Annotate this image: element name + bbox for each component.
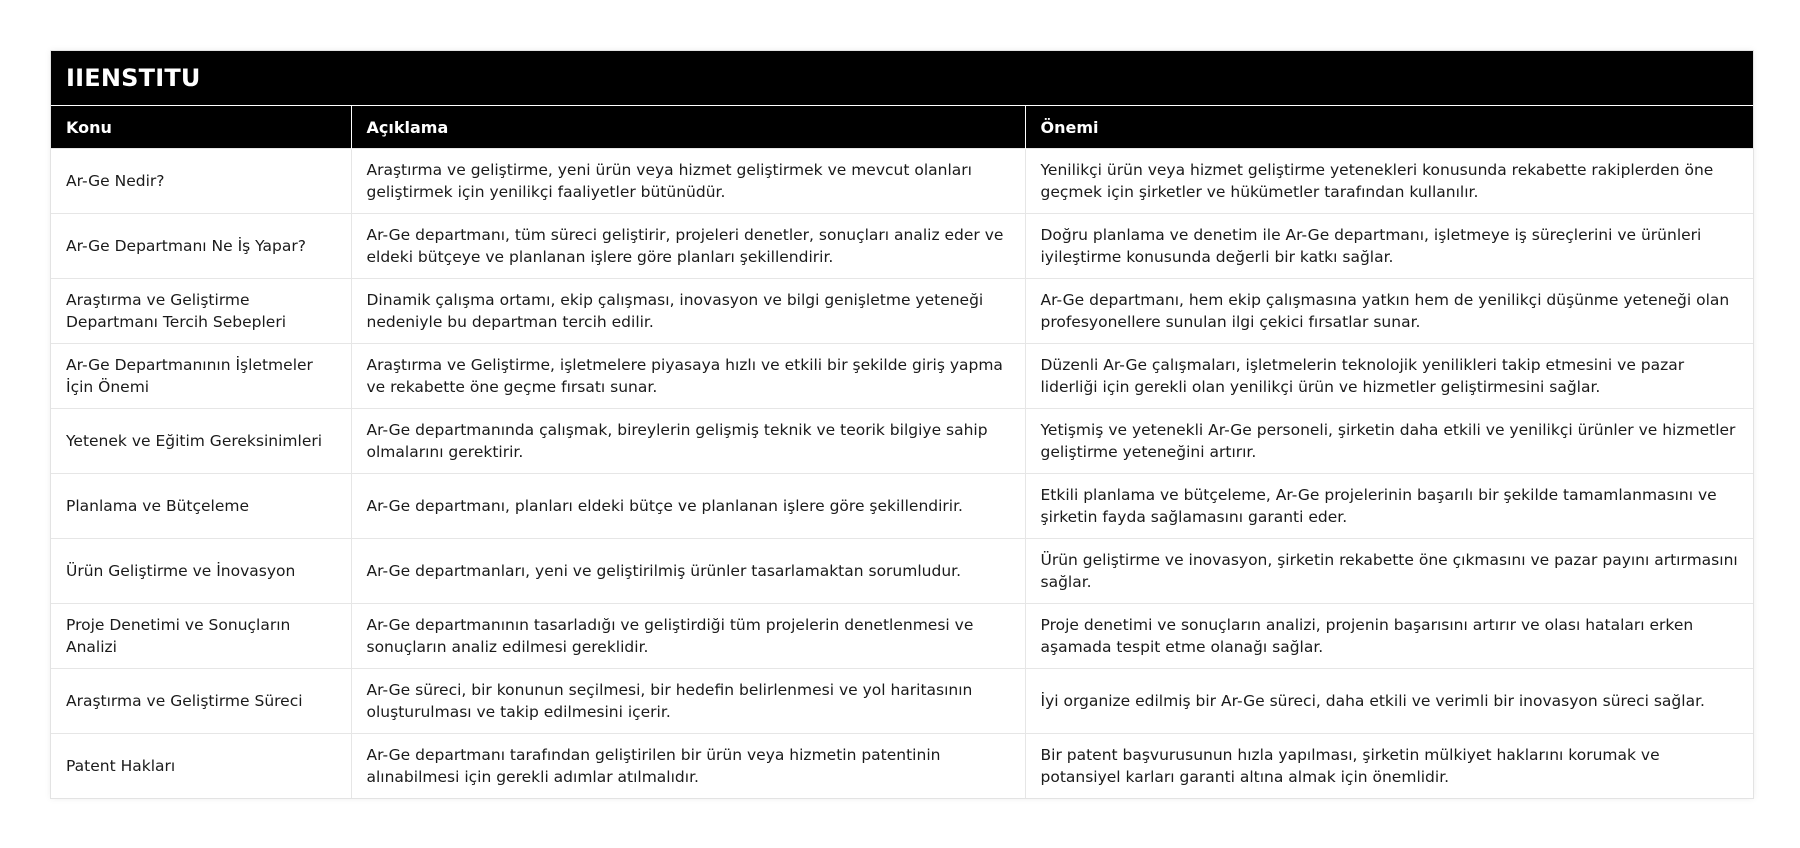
- table-row: [51, 214, 1753, 279]
- table-row: [51, 279, 1753, 344]
- cell-onemi: Etkili planlama ve bütçeleme, Ar-Ge projelerinin başarılı bir şekilde tamamlanmasını ve şirketin fayda sağlamasını garanti eder.: [1025, 474, 1753, 539]
- cell-aciklama: Ar-Ge departmanları, yeni ve geliştirilmiş ürünler tasarlamaktan sorumludur.: [351, 539, 1025, 604]
- cell-konu: Ar-Ge Departmanının İşletmeler İçin Önemi: [51, 344, 351, 409]
- header-onemi: Önemi: [1025, 106, 1753, 149]
- cell-aciklama: Ar-Ge departmanı, tüm süreci geliştirir, projeleri denetler, sonuçları analiz eder ve eldeki bütçeye ve planlanan işlere göre planları şekillendirir.: [351, 214, 1025, 279]
- cell-aciklama: Ar-Ge süreci, bir konunun seçilmesi, bir hedefin belirlenmesi ve yol haritasının oluşturulması ve takip edilmesini içerir.: [351, 669, 1025, 734]
- cell-aciklama: Ar-Ge departmanının tasarladığı ve geliştirdiği tüm projelerin denetlenmesi ve sonuçların analiz edilmesi gereklidir.: [351, 604, 1025, 669]
- cell-aciklama: Dinamik çalışma ortamı, ekip çalışması, inovasyon ve bilgi genişletme yeteneği nedeniyle bu departman tercih edilir.: [351, 279, 1025, 344]
- table-row: [51, 669, 1753, 734]
- table-title: IIENSTITU: [51, 51, 1753, 105]
- cell-konu: Ürün Geliştirme ve İnovasyon: [51, 539, 351, 604]
- table-body: [51, 149, 1753, 799]
- cell-konu: Proje Denetimi ve Sonuçların Analizi: [51, 604, 351, 669]
- cell-onemi: Düzenli Ar-Ge çalışmaları, işletmelerin teknolojik yenilikleri takip etmesini ve pazar liderliği için gerekli olan yenilikçi ürün ve hizmetler geliştirmesini sağlar.: [1025, 344, 1753, 409]
- data-table: [51, 105, 1753, 798]
- cell-konu: Patent Hakları: [51, 734, 351, 799]
- cell-aciklama: Ar-Ge departmanı, planları eldeki bütçe ve planlanan işlere göre şekillendirir.: [351, 474, 1025, 539]
- cell-konu: Ar-Ge Nedir?: [51, 149, 351, 214]
- table-header: [51, 106, 1753, 149]
- cell-onemi: Yenilikçi ürün veya hizmet geliştirme yetenekleri konusunda rekabette rakiplerden öne geçmek için şirketler ve hükümetler tarafından kullanılır.: [1025, 149, 1753, 214]
- cell-konu: Araştırma ve Geliştirme Süreci: [51, 669, 351, 734]
- cell-konu: Ar-Ge Departmanı Ne İş Yapar?: [51, 214, 351, 279]
- cell-aciklama: Ar-Ge departmanında çalışmak, bireylerin gelişmiş teknik ve teorik bilgiye sahip olmalarını gerektirir.: [351, 409, 1025, 474]
- table-row: [51, 149, 1753, 214]
- cell-onemi: Ar-Ge departmanı, hem ekip çalışmasına yatkın hem de yenilikçi düşünme yeteneği olan profesyonellere sunulan ilgi çekici fırsatlar sunar.: [1025, 279, 1753, 344]
- cell-aciklama: Araştırma ve geliştirme, yeni ürün veya hizmet geliştirmek ve mevcut olanları geliştirmek için yenilikçi faaliyetler bütünüdür.: [351, 149, 1025, 214]
- table-row: [51, 474, 1753, 539]
- cell-konu: Araştırma ve Geliştirme Departmanı Tercih Sebepleri: [51, 279, 351, 344]
- cell-onemi: Proje denetimi ve sonuçların analizi, projenin başarısını artırır ve olası hataları erken aşamada tespit etme olanağı sağlar.: [1025, 604, 1753, 669]
- table-row: [51, 344, 1753, 409]
- table-row: [51, 604, 1753, 669]
- cell-onemi: İyi organize edilmiş bir Ar-Ge süreci, daha etkili ve verimli bir inovasyon süreci sağlar.: [1025, 669, 1753, 734]
- cell-konu: Yetenek ve Eğitim Gereksinimleri: [51, 409, 351, 474]
- content-table-container: [50, 50, 1754, 799]
- header-row: [51, 106, 1753, 149]
- cell-aciklama: Ar-Ge departmanı tarafından geliştirilen bir ürün veya hizmetin patentinin alınabilmesi için gerekli adımlar atılmalıdır.: [351, 734, 1025, 799]
- cell-konu: Planlama ve Bütçeleme: [51, 474, 351, 539]
- cell-onemi: Bir patent başvurusunun hızla yapılması, şirketin mülkiyet haklarını korumak ve potansiyel karları garanti altına almak için önemlidir.: [1025, 734, 1753, 799]
- table-row: [51, 539, 1753, 604]
- table-row: [51, 734, 1753, 799]
- header-aciklama: Açıklama: [351, 106, 1025, 149]
- cell-onemi: Ürün geliştirme ve inovasyon, şirketin rekabette öne çıkmasını ve pazar payını artırmasını sağlar.: [1025, 539, 1753, 604]
- cell-aciklama: Araştırma ve Geliştirme, işletmelere piyasaya hızlı ve etkili bir şekilde giriş yapma ve rekabette öne geçme fırsatı sunar.: [351, 344, 1025, 409]
- table-row: [51, 409, 1753, 474]
- header-konu: Konu: [51, 106, 351, 149]
- cell-onemi: Doğru planlama ve denetim ile Ar-Ge departmanı, işletmeye iş süreçlerini ve ürünleri iyileştirme konusunda değerli bir katkı sağlar.: [1025, 214, 1753, 279]
- cell-onemi: Yetişmiş ve yetenekli Ar-Ge personeli, şirketin daha etkili ve yenilikçi ürünler ve hizmetler geliştirme yeteneğini artırır.: [1025, 409, 1753, 474]
